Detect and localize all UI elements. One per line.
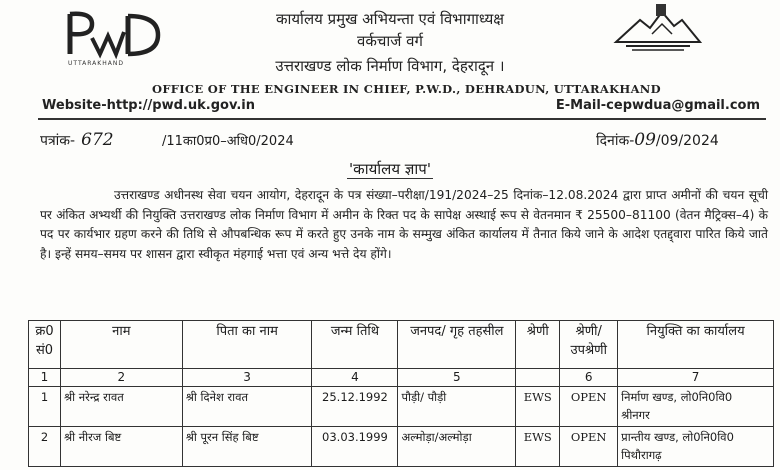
cell-name: श्री नीरज बिष्ट <box>60 427 182 467</box>
cell-subcategory: OPEN <box>560 427 618 467</box>
header-line-english: OFFICE OF THE ENGINEER IN CHIEF, P.W.D., DEHRADUN, UTTARAKHAND <box>152 82 661 96</box>
col-header-dob: जन्म तिथि <box>312 321 398 369</box>
cell-office <box>618 427 774 467</box>
cell-district: पौड़ी/ पौड़ी <box>398 387 516 427</box>
cell-office-line2: श्रीनगर <box>621 408 650 422</box>
logo-subtitle: UTTARAKHAND <box>68 60 124 67</box>
cell-dob: 25.12.1992 <box>312 387 398 427</box>
memo-title-text: 'कार्यालय ज्ञाप' <box>349 160 431 178</box>
col-header-district: जनपद/ गृह तहसील <box>398 321 516 369</box>
col-header-category: श्रेणी <box>516 321 560 369</box>
header-line-class: वर्कचार्ज वर्ग <box>357 32 423 50</box>
website-link[interactable]: Website-http://pwd.uk.gov.in <box>42 98 256 113</box>
cell-office <box>618 387 774 427</box>
col-number: 7 <box>618 369 774 387</box>
header-line-office: कार्यालय प्रमुख अभियन्ता एवं विभागाध्यक्ष <box>275 10 505 28</box>
letter-number <box>40 130 114 150</box>
date-day: 09 <box>634 130 656 150</box>
cell-name: श्री नरेन्द्र रावत <box>60 387 182 427</box>
memo-body: उत्तराखण्ड अधीनस्थ सेवा चयन आयोग, देहरादून के पत्र संख्या–परीक्षा/191/2024–25 दिनांक–12.08.2024 द्वारा प्राप्त अमीनों की चयन सूची पर अंकित अभ्यर्थी की नियुक्ति उत्तराखण्ड लोक निर्माण विभाग में अमीन के रिक्त पद के सापेक्ष अस्थाई रूप से वेतनमान ₹ 25500–81100 (वेतन मैट्रिक्स–4) के पद पर कार्यभार ग्रहण करने की तिथि से औपबन्धिक रूप में करते हुए उनके नाम के सम्मुख अंकित कार्यालय में तैनात किये जाने के आदेश एतद्द्वारा पारित किये जाते है। इन्हें समय–समय पर शासन द्वारा स्वीकृत मंहगाई भत्ता एवं अन्य भत्ते देय होंगे। <box>40 188 768 261</box>
cell-sno: 2 <box>29 427 61 467</box>
cell-sno: 1 <box>29 387 61 427</box>
col-header-subcategory: श्रेणी/ उपश्रेणी <box>560 321 618 369</box>
email-link[interactable]: E-Mail-cepwdua@gmail.com <box>555 98 760 113</box>
header-line-department: उत्तराखण्ड लोक निर्माण विभाग, देहरादून । <box>275 57 505 75</box>
reference-code: /11का0प्र0–अधि0/2024 <box>162 134 294 149</box>
cell-office-line1: निर्माण खण्ड, लो0नि0वि0 <box>621 390 733 404</box>
date-rest: /09/2024 <box>655 133 719 149</box>
col-header-name: नाम <box>60 321 182 369</box>
table-number-row <box>29 369 774 387</box>
col-number: 5 <box>398 369 516 387</box>
letter-date <box>596 130 719 150</box>
header-divider <box>38 118 766 120</box>
col-number: 3 <box>182 369 312 387</box>
letter-number-value: 672 <box>81 130 114 150</box>
cell-father: श्री दिनेश रावत <box>182 387 312 427</box>
date-label: दिनांक- <box>596 133 635 149</box>
cell-subcategory: OPEN <box>560 387 618 427</box>
col-number: 4 <box>312 369 398 387</box>
cell-district: अल्मोड़ा/अल्मोड़ा <box>398 427 516 467</box>
col-header-sno: क्र0 सं0 <box>29 321 61 369</box>
cell-dob: 03.03.1999 <box>312 427 398 467</box>
cell-office-line1: प्रान्तीय खण्ड, लो0नि0वि0 <box>621 430 734 444</box>
col-header-father: पिता का नाम <box>182 321 312 369</box>
letter-number-label: पत्रांक- <box>40 133 76 149</box>
cell-category: EWS <box>516 427 560 467</box>
cell-office-line2: पिथौरागढ़ <box>621 448 662 462</box>
table-row <box>29 387 774 427</box>
col-number: 6 <box>560 369 618 387</box>
col-header-office: नियुक्ति का कार्यालय <box>618 321 774 369</box>
memo-title <box>0 159 780 179</box>
col-number: 1 <box>29 369 61 387</box>
cell-father: श्री पूरन सिंह बिष्ट <box>182 427 312 467</box>
appointment-table <box>28 320 774 467</box>
table-header-row <box>29 321 774 369</box>
table-row <box>29 427 774 467</box>
col-number-blank <box>516 369 560 387</box>
col-number: 2 <box>60 369 182 387</box>
cell-category: EWS <box>516 387 560 427</box>
